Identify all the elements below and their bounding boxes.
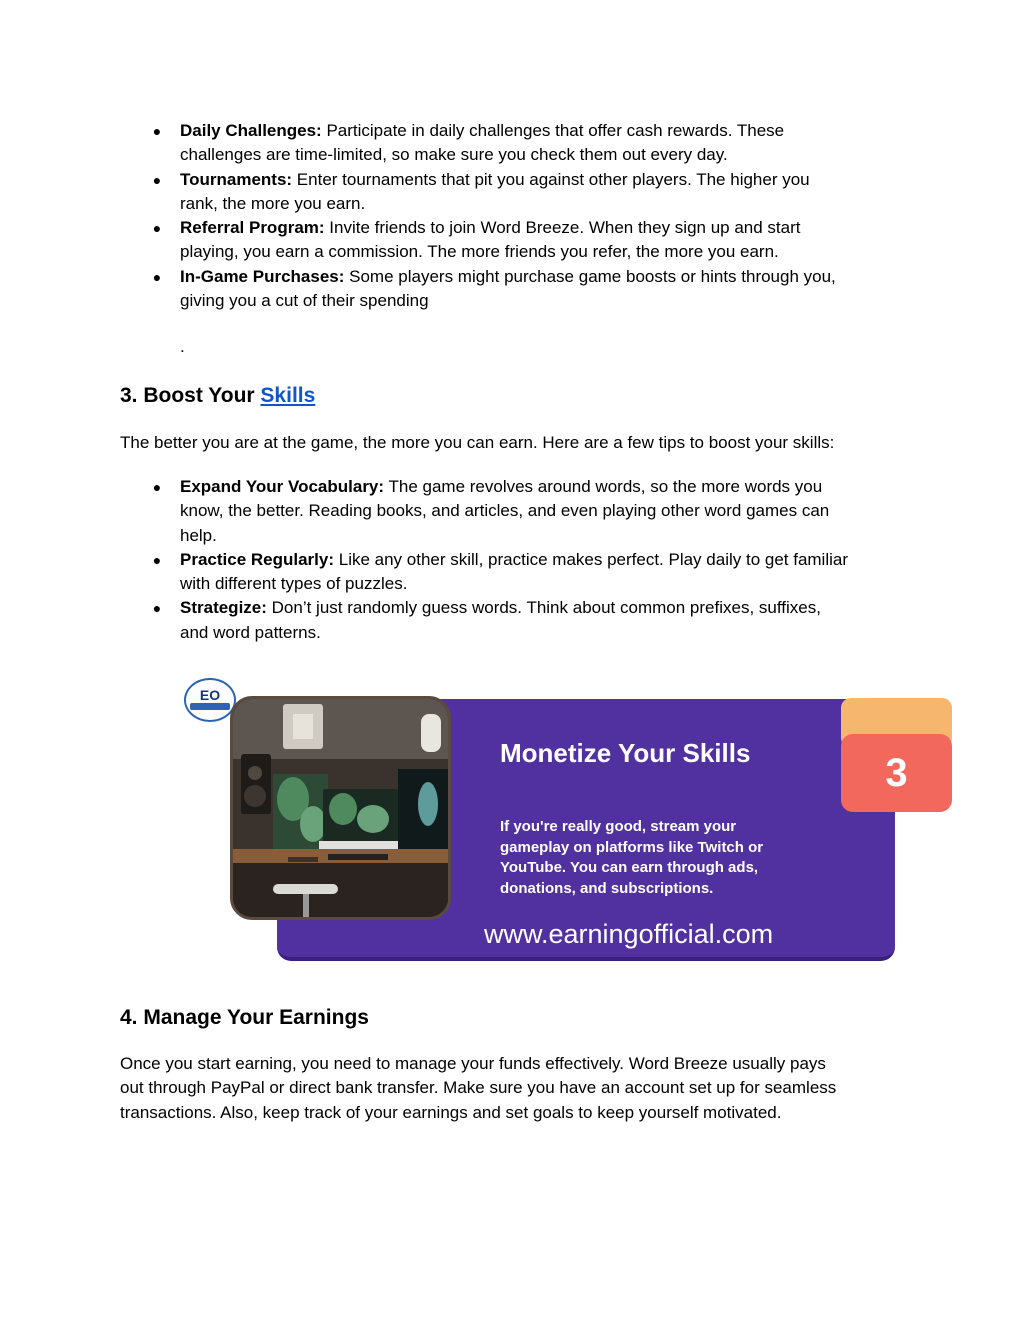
earningofficial-logo: EO [184, 678, 236, 722]
desk-setup-photo [230, 696, 451, 920]
earning-methods-list [152, 119, 910, 313]
desk-setup-illustration [233, 699, 448, 917]
list-item: ● Referral Program: Invite friends to join Word Breeze. When they sign up and start playing, you earn a commission. The more friends you refer, the more you earn. [180, 216, 910, 265]
bullet-icon: ● [152, 268, 162, 285]
bullet-icon: ● [152, 171, 162, 188]
bullet-icon: ● [152, 551, 162, 568]
bullet-icon: ● [152, 123, 162, 139]
banner-title: Monetize Your Skills [500, 738, 751, 768]
banner-body: If you're really good, stream your gameplay on platforms like Twitch or YouTube. You can earn through ads, donations, and subscriptions. [500, 818, 764, 897]
step-number-badge: 3 [841, 734, 952, 812]
bullet-icon: ● [152, 600, 162, 617]
logo-ribbon [190, 703, 230, 710]
skills-link[interactable]: Skills [260, 384, 316, 407]
list-item: ● In-Game Purchases: Some players might purchase game boosts or hints through you, giving you a cut of their spending [180, 265, 910, 314]
banner-url: www.earningofficial.com [484, 919, 774, 949]
bullet-icon: ● [152, 479, 162, 495]
section-3-intro: The better you are at the game, the more you can earn. Here are a few tips to boost your skills: [120, 433, 835, 452]
bullet-icon: ● [152, 220, 162, 237]
list-item: ● Expand Your Vocabulary: The game revolves around words, so the more words you know, the better. Reading books, and articles, and even playing other word games can help. [180, 475, 910, 548]
list-item: ● Tournaments: Enter tournaments that pit you against other players. The higher you rank, the more you earn. [180, 168, 910, 217]
monetize-banner-image [180, 674, 955, 974]
section-4-heading: 4. Manage Your Earnings [120, 1006, 369, 1029]
section-4-paragraph: Once you start earning, you need to manage your funds effectively. Word Breeze usually pays out through PayPal or direct bank transfer. Make sure you have an account set up for seamless transactions. Also, keep track of your earnings and set goals to keep yourself motivated. [120, 1054, 837, 1122]
list-item: ● Daily Challenges: Participate in daily challenges that offer cash rewards. These challenges are time-limited, so make sure you check them out every day. [180, 119, 910, 168]
section-3-heading: 3. Boost Your Skills [120, 384, 316, 407]
list-item: ● Strategize: Don’t just randomly guess words. Think about common prefixes, suffixes, and word patterns. [180, 596, 910, 645]
list-item: ● Practice Regularly: Like any other skill, practice makes perfect. Play daily to get familiar with different types of puzzles. [180, 548, 910, 597]
skill-tips-list [152, 475, 910, 645]
stray-period: . [180, 337, 185, 356]
